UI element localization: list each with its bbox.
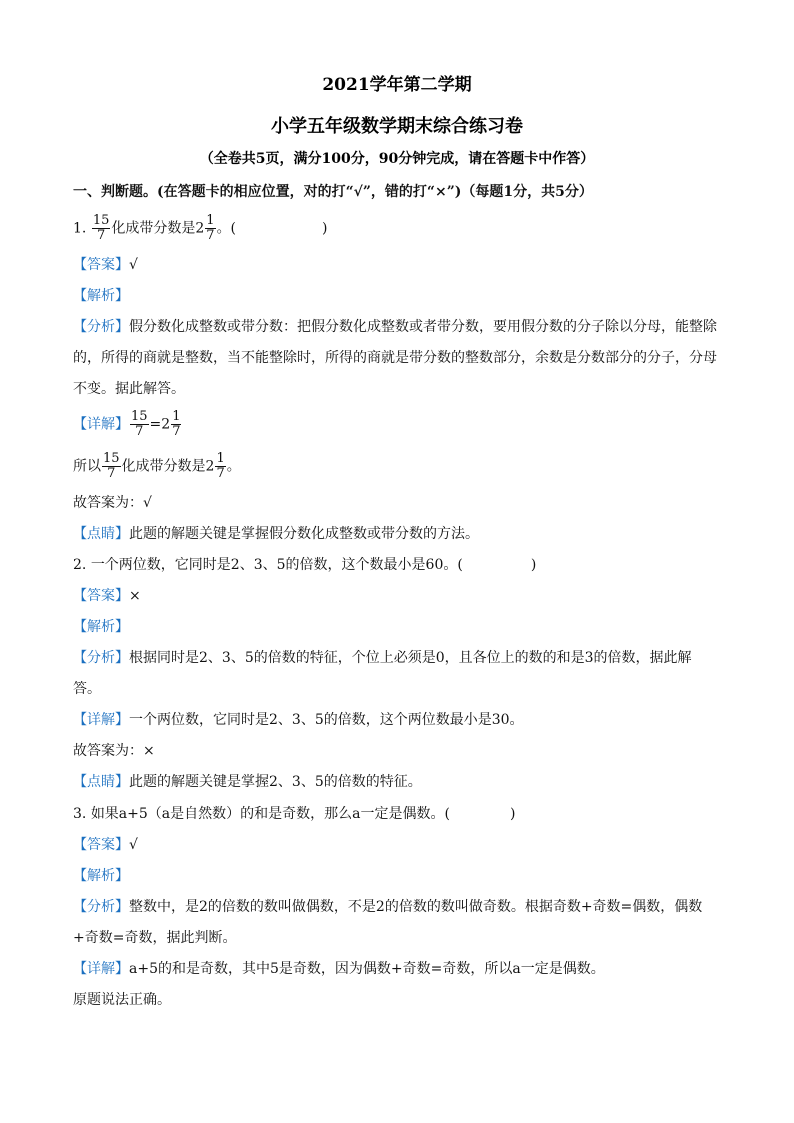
q2-tip: 【点睛】此题的解题关键是掌握2、3、5的倍数的特征。 [73,774,422,790]
exam-term-title: 2021学年第二学期 [322,75,472,95]
q3-detail: 【详解】a+5的和是奇数，其中5是奇数，因为偶数+奇数=奇数，所以a一定是偶数。 [73,961,605,977]
q3-answer: 【答案】√ [73,837,138,853]
q1-tip: 【点睛】此题的解题关键是掌握假分数化成整数或带分数的方法。 [73,526,479,542]
q2-answer: 【答案】× [73,588,141,604]
q1-answer: 【答案】√ [73,257,138,273]
q2-jiexi-label: 【解析】 [73,619,129,635]
q1-detail: 【详解】 $\frac{15}{7}$ =2 $\frac{1}{7}$ [73,409,181,439]
q1-so-line: 所以 $\frac{15}{7}$ 化成带分数是2 $\frac{1}{7}$ 。 [73,451,241,481]
q3-jiexi-label: 【解析】 [73,868,129,884]
question-1: 1. $\frac{15}{7}$ 化成带分数是2 $\frac{1}{7}$ 。( ) [73,213,328,243]
q3-conclusion: 原题说法正确。 [73,992,171,1008]
fraction-15-7: $\frac{15}{7}$ [92,213,110,243]
q1-analysis-line2: 的，所得的商就是整数，当不能整除时，所得的商就是带分数的整数部分，余数是分数部分的分子，分母 [73,350,717,366]
q1-analysis-line3: 不变。据此解答。 [73,381,185,397]
fraction-1-7: $\frac{1}{7}$ [206,213,215,243]
question-3: 3. 如果a+5（a是自然数）的和是奇数，那么a一定是偶数。( ) [73,806,516,822]
question-2: 2. 一个两位数，它同时是2、3、5的倍数，这个数最小是60。( ) [73,557,537,573]
q3-analysis-line1: 【分析】整数中，是2的倍数的数叫做偶数，不是2的倍数的数叫做奇数。根据奇数+奇数=偶数，偶数 [73,899,703,915]
exam-instructions: （全卷共5页，满分100分，90分钟完成，请在答题卡中作答） [199,151,595,167]
question-number: 1. [73,220,87,237]
exam-paper-title: 小学五年级数学期末综合练习卷 [271,116,523,137]
q3-analysis-line2: +奇数=奇数，据此判断。 [73,930,237,946]
q2-analysis-line2: 答。 [73,681,101,697]
section-heading: 一、判断题。(在答题卡的相应位置，对的打“√”，错的打“×”)（每题1分，共5分） [73,184,593,200]
q1-analysis-line1: 【分析】假分数化成整数或带分数：把假分数化成整数或者带分数，要用假分数的分子除以分母，能整除 [73,319,717,335]
q2-conclusion: 故答案为：× [73,743,155,759]
q1-conclusion: 故答案为：√ [73,495,152,511]
q2-analysis-line1: 【分析】根据同时是2、3、5的倍数的特征，个位上必须是0，且各位上的数的和是3的倍数，据此解 [73,650,692,666]
q2-detail: 【详解】一个两位数，它同时是2、3、5的倍数，这个两位数最小是30。 [73,712,524,728]
q1-jiexi-label: 【解析】 [73,288,129,304]
